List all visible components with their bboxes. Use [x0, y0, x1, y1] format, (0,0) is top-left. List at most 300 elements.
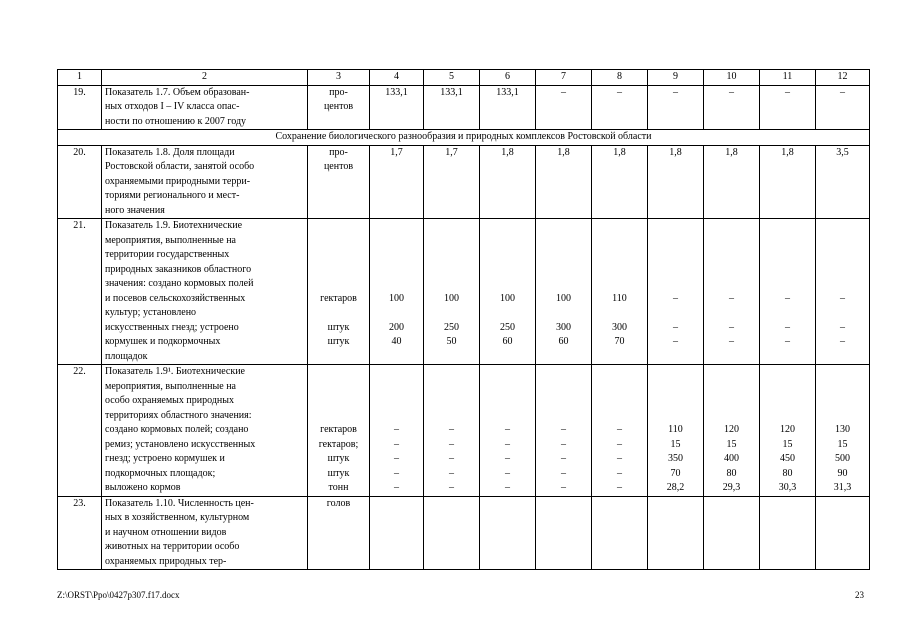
value-line: – [785, 292, 790, 304]
value-cell [480, 145, 536, 219]
description-line: создано кормовых полей; создано [105, 424, 249, 435]
value-line [483, 219, 532, 234]
value-cell [704, 85, 760, 130]
description-line: животных на территории особо [105, 541, 240, 552]
value-line: 28,2 [666, 482, 685, 493]
value-line [539, 219, 588, 234]
value-line: 110 [668, 424, 683, 435]
description-line: мероприятия, выполненные на [105, 380, 236, 392]
value-cell [592, 496, 648, 570]
unit-line [311, 306, 366, 321]
value-line: – [505, 453, 510, 464]
value-cell [648, 365, 704, 497]
value-line: 1,8 [557, 146, 570, 158]
value-line: 15 [726, 438, 737, 450]
value-cell [816, 496, 870, 570]
value-line [427, 350, 476, 365]
value-line [707, 277, 756, 292]
value-line [763, 306, 812, 321]
value-line [651, 263, 700, 278]
value-line: – [561, 467, 566, 479]
value-line: – [673, 336, 678, 347]
unit-cell [308, 365, 370, 497]
value-line [763, 277, 812, 292]
value-line: 130 [835, 424, 850, 435]
value-line: 133,1 [440, 86, 463, 98]
unit-line [311, 234, 366, 249]
value-line [539, 277, 588, 292]
value-line [373, 263, 420, 278]
value-line [819, 409, 866, 424]
value-line [539, 306, 588, 321]
value-line [427, 263, 476, 278]
value-line: – [785, 321, 790, 333]
section-title: Сохранение биологического разнообразия и природных комплексов Ростовской области [58, 130, 870, 146]
value-cell [704, 145, 760, 219]
value-cell [424, 365, 480, 497]
unit-line [311, 248, 366, 263]
value-line [427, 497, 476, 512]
unit-line [311, 277, 366, 292]
value-line: 300 [556, 321, 571, 333]
value-line: 80 [782, 467, 793, 479]
value-line [707, 306, 756, 321]
value-line: – [840, 321, 845, 333]
value-line [427, 306, 476, 321]
value-line [819, 350, 866, 365]
value-line: – [785, 86, 790, 98]
value-line [651, 365, 700, 380]
value-line [595, 277, 644, 292]
description-line: ториями регионального и мест- [105, 190, 240, 201]
value-line: – [617, 467, 622, 479]
indicators-table [57, 69, 870, 570]
value-line [595, 394, 644, 409]
value-line [483, 394, 532, 409]
value-line [427, 248, 476, 263]
value-cell [480, 365, 536, 497]
description-line: Показатель 1.7. Объем образован- [105, 86, 250, 98]
unit-line: штук [327, 336, 350, 347]
value-line [427, 380, 476, 395]
value-line [651, 234, 700, 249]
value-cell [648, 219, 704, 365]
unit-line [311, 263, 366, 278]
value-line [483, 263, 532, 278]
value-line: 133,1 [496, 86, 519, 98]
value-line: – [673, 292, 678, 304]
column-number-cell: 12 [816, 70, 870, 86]
value-line [651, 219, 700, 234]
value-line [595, 497, 644, 512]
value-line: 250 [444, 321, 459, 333]
value-line [651, 394, 700, 409]
value-line: 133,1 [385, 86, 408, 98]
value-line [707, 409, 756, 424]
value-line [707, 248, 756, 263]
value-line: 30,3 [778, 482, 797, 493]
description-line: ных отходов I – IV класса опас- [105, 101, 240, 112]
value-line: 100 [500, 292, 515, 304]
value-line [763, 263, 812, 278]
description-line: искусственных гнезд; устроено [105, 321, 239, 333]
value-line: – [617, 438, 622, 450]
value-line [819, 306, 866, 321]
value-cell [424, 145, 480, 219]
description-line: Показатель 1.10. Численность цен- [105, 497, 254, 509]
value-line: – [561, 482, 566, 493]
value-line: – [561, 453, 566, 464]
column-number-cell: 4 [370, 70, 424, 86]
unit-line: гектаров; [318, 438, 359, 450]
value-cell [592, 85, 648, 130]
value-line [819, 248, 866, 263]
value-line [483, 248, 532, 263]
value-line [595, 219, 644, 234]
value-line: 80 [726, 467, 737, 479]
value-line: – [394, 453, 399, 464]
footer-file-path: Z:\ORST\Ppo\0427p307.f17.docx [57, 590, 180, 600]
value-line: – [729, 86, 734, 98]
row-number-cell: 20. [58, 145, 102, 219]
value-cell [816, 145, 870, 219]
section-row [58, 130, 870, 146]
description-line: территории государственных [105, 249, 230, 260]
value-line [483, 497, 532, 512]
value-line [427, 219, 476, 234]
value-cell [816, 365, 870, 497]
value-line [427, 394, 476, 409]
value-line: – [729, 336, 734, 347]
value-line: 40 [391, 336, 402, 347]
value-line [819, 234, 866, 249]
value-line: 29,3 [722, 482, 741, 493]
value-line: – [449, 467, 454, 479]
description-line: Показатель 1.8. Доля площади [105, 146, 235, 158]
value-line [763, 365, 812, 380]
unit-line [311, 394, 366, 409]
value-line: – [449, 424, 454, 435]
value-line [373, 497, 420, 512]
value-line: 60 [502, 336, 513, 347]
value-line: – [785, 336, 790, 347]
table-row [58, 496, 870, 570]
value-cell [370, 85, 424, 130]
value-line [539, 248, 588, 263]
value-line [651, 380, 700, 395]
description-line: ности по отношению к 2007 году [105, 115, 247, 127]
column-number-cell: 6 [480, 70, 536, 86]
value-line [483, 306, 532, 321]
value-line [539, 263, 588, 278]
value-line: 90 [837, 467, 848, 479]
footer-page-number: 23 [855, 590, 864, 600]
value-line: – [561, 438, 566, 450]
value-line [819, 365, 866, 380]
value-line [763, 350, 812, 365]
column-number-cell: 10 [704, 70, 760, 86]
unit-line [311, 219, 366, 234]
unit-line: про- [329, 146, 348, 158]
value-line: 400 [724, 453, 739, 464]
column-number-cell: 3 [308, 70, 370, 86]
value-line [651, 248, 700, 263]
value-line [483, 365, 532, 380]
value-line: – [840, 336, 845, 347]
value-line: 110 [612, 292, 627, 304]
row-number-cell: 23. [58, 496, 102, 570]
value-line: – [729, 321, 734, 333]
value-line: 100 [389, 292, 404, 304]
value-line: – [561, 86, 566, 98]
value-cell [536, 219, 592, 365]
unit-cell [308, 145, 370, 219]
value-line [763, 409, 812, 424]
value-line [595, 380, 644, 395]
column-number-cell: 9 [648, 70, 704, 86]
value-line: – [505, 467, 510, 479]
value-cell [592, 365, 648, 497]
row-number-cell: 21. [58, 219, 102, 365]
value-line [707, 365, 756, 380]
value-line: 70 [670, 467, 681, 479]
column-number-cell: 11 [760, 70, 816, 86]
value-line: 500 [835, 453, 850, 464]
value-line: – [449, 438, 454, 450]
description-line: подкормочных площадок; [105, 467, 216, 479]
value-line: 31,3 [833, 482, 852, 493]
unit-line: штук [327, 467, 350, 479]
value-line: 350 [668, 453, 683, 464]
value-line [539, 380, 588, 395]
value-line: 250 [500, 321, 515, 333]
unit-line [311, 380, 366, 395]
table-row [58, 145, 870, 219]
value-cell [480, 85, 536, 130]
unit-line: тонн [328, 482, 349, 493]
value-line: – [505, 482, 510, 493]
description-line: Ростовской области, занятой особо [105, 161, 255, 172]
value-line [819, 277, 866, 292]
value-line: – [617, 424, 622, 435]
description-line: и посевов сельскохозяйственных [105, 292, 246, 304]
value-line: 450 [780, 453, 795, 464]
value-line [707, 219, 756, 234]
value-line [707, 497, 756, 512]
description-line: выложено кормов [105, 482, 181, 493]
value-line: 300 [612, 321, 627, 333]
value-cell [370, 219, 424, 365]
unit-line: про- [329, 86, 348, 98]
value-line: – [449, 482, 454, 493]
table-row [58, 219, 870, 365]
value-line [707, 350, 756, 365]
value-line: – [394, 438, 399, 450]
value-line: – [840, 292, 845, 304]
value-line [373, 365, 420, 380]
unit-line: гектаров [320, 424, 357, 435]
value-line [373, 350, 420, 365]
column-number-cell: 1 [58, 70, 102, 86]
description-line: площадок [105, 350, 148, 362]
description-line: охраняемых природных тер- [105, 555, 227, 567]
description-line: и научном отношении видов [105, 526, 227, 538]
value-cell [760, 219, 816, 365]
value-cell [370, 496, 424, 570]
value-line [373, 219, 420, 234]
value-cell [480, 496, 536, 570]
value-line [819, 394, 866, 409]
row-number-cell: 19. [58, 85, 102, 130]
value-cell [760, 496, 816, 570]
value-line: – [617, 453, 622, 464]
value-cell [370, 365, 424, 497]
value-cell [760, 85, 816, 130]
indicator-description-cell [102, 219, 308, 365]
value-line: – [840, 86, 845, 98]
value-line [819, 219, 866, 234]
value-line: 200 [389, 321, 404, 333]
value-line: – [505, 424, 510, 435]
value-cell [424, 219, 480, 365]
value-line [595, 350, 644, 365]
value-line [483, 277, 532, 292]
unit-line [311, 409, 366, 424]
value-line: – [729, 292, 734, 304]
column-number-cell: 8 [592, 70, 648, 86]
unit-line: центов [323, 161, 354, 172]
value-cell [704, 365, 760, 497]
table-row [58, 85, 870, 130]
value-cell [536, 85, 592, 130]
value-line [819, 263, 866, 278]
value-line [373, 394, 420, 409]
value-line: 1,8 [669, 146, 682, 158]
value-line: – [394, 467, 399, 479]
value-line [373, 234, 420, 249]
value-cell [648, 85, 704, 130]
value-line [595, 248, 644, 263]
value-cell [592, 219, 648, 365]
unit-line: гектаров [320, 292, 357, 304]
value-line [427, 277, 476, 292]
value-line: 120 [780, 424, 795, 435]
value-line [373, 277, 420, 292]
value-line [427, 365, 476, 380]
value-line: 3,5 [836, 146, 849, 158]
value-line [595, 365, 644, 380]
value-line [539, 350, 588, 365]
value-cell [760, 145, 816, 219]
value-cell [480, 219, 536, 365]
indicator-description-cell [102, 145, 308, 219]
value-line: 1,8 [613, 146, 626, 158]
value-line [763, 219, 812, 234]
description-line: ного значения [105, 204, 165, 216]
value-cell [536, 145, 592, 219]
unit-line: центов [323, 101, 354, 112]
value-line [483, 380, 532, 395]
description-line: значения: создано кормовых полей [105, 278, 254, 289]
value-line [483, 350, 532, 365]
value-line [595, 306, 644, 321]
value-line [539, 394, 588, 409]
column-number-row [58, 70, 870, 86]
value-line: 70 [614, 336, 625, 347]
value-line [763, 497, 812, 512]
description-line: Показатель 1.9. Биотехнические [105, 220, 243, 231]
value-line: – [394, 482, 399, 493]
description-line: особо охраняемых природных [105, 395, 234, 406]
value-line [427, 234, 476, 249]
value-cell [536, 365, 592, 497]
value-line: 15 [670, 438, 681, 450]
description-line: природных заказников областного [105, 263, 252, 275]
value-line [763, 234, 812, 249]
value-cell [816, 85, 870, 130]
value-line [539, 409, 588, 424]
value-line [539, 497, 588, 512]
value-line [763, 394, 812, 409]
indicator-description-cell [102, 365, 308, 497]
column-number-cell: 2 [102, 70, 308, 86]
unit-cell [308, 219, 370, 365]
value-line: 100 [444, 292, 459, 304]
value-line: – [394, 424, 399, 435]
value-line: 60 [558, 336, 569, 347]
unit-line [311, 365, 366, 380]
value-line: 1,8 [501, 146, 514, 158]
value-cell [648, 496, 704, 570]
column-number-cell: 7 [536, 70, 592, 86]
value-cell [370, 145, 424, 219]
value-line: 1,8 [725, 146, 738, 158]
value-line [707, 234, 756, 249]
unit-line: голов [326, 497, 351, 509]
value-line [427, 409, 476, 424]
value-line [763, 380, 812, 395]
value-line [539, 365, 588, 380]
unit-cell [308, 85, 370, 130]
value-line [373, 409, 420, 424]
value-line [707, 380, 756, 395]
unit-cell [308, 496, 370, 570]
value-line [483, 234, 532, 249]
description-line: охраняемыми природными терри- [105, 175, 251, 187]
value-cell [816, 219, 870, 365]
value-line: – [505, 438, 510, 450]
value-line [539, 234, 588, 249]
unit-line: штук [327, 453, 350, 464]
value-cell [704, 496, 760, 570]
value-cell [704, 219, 760, 365]
value-line: – [617, 482, 622, 493]
unit-line: штук [327, 321, 350, 333]
value-line: 1,8 [781, 146, 794, 158]
value-line: 1,7 [445, 146, 458, 158]
value-line [651, 350, 700, 365]
value-cell [592, 145, 648, 219]
row-number-cell: 22. [58, 365, 102, 497]
value-cell [424, 85, 480, 130]
value-line: – [673, 321, 678, 333]
unit-line [311, 350, 366, 365]
value-line: – [449, 453, 454, 464]
value-line: 100 [556, 292, 571, 304]
description-line: Показатель 1.9¹. Биотехнические [105, 366, 245, 377]
value-cell [536, 496, 592, 570]
description-line: кормушек и подкормочных [105, 336, 221, 347]
